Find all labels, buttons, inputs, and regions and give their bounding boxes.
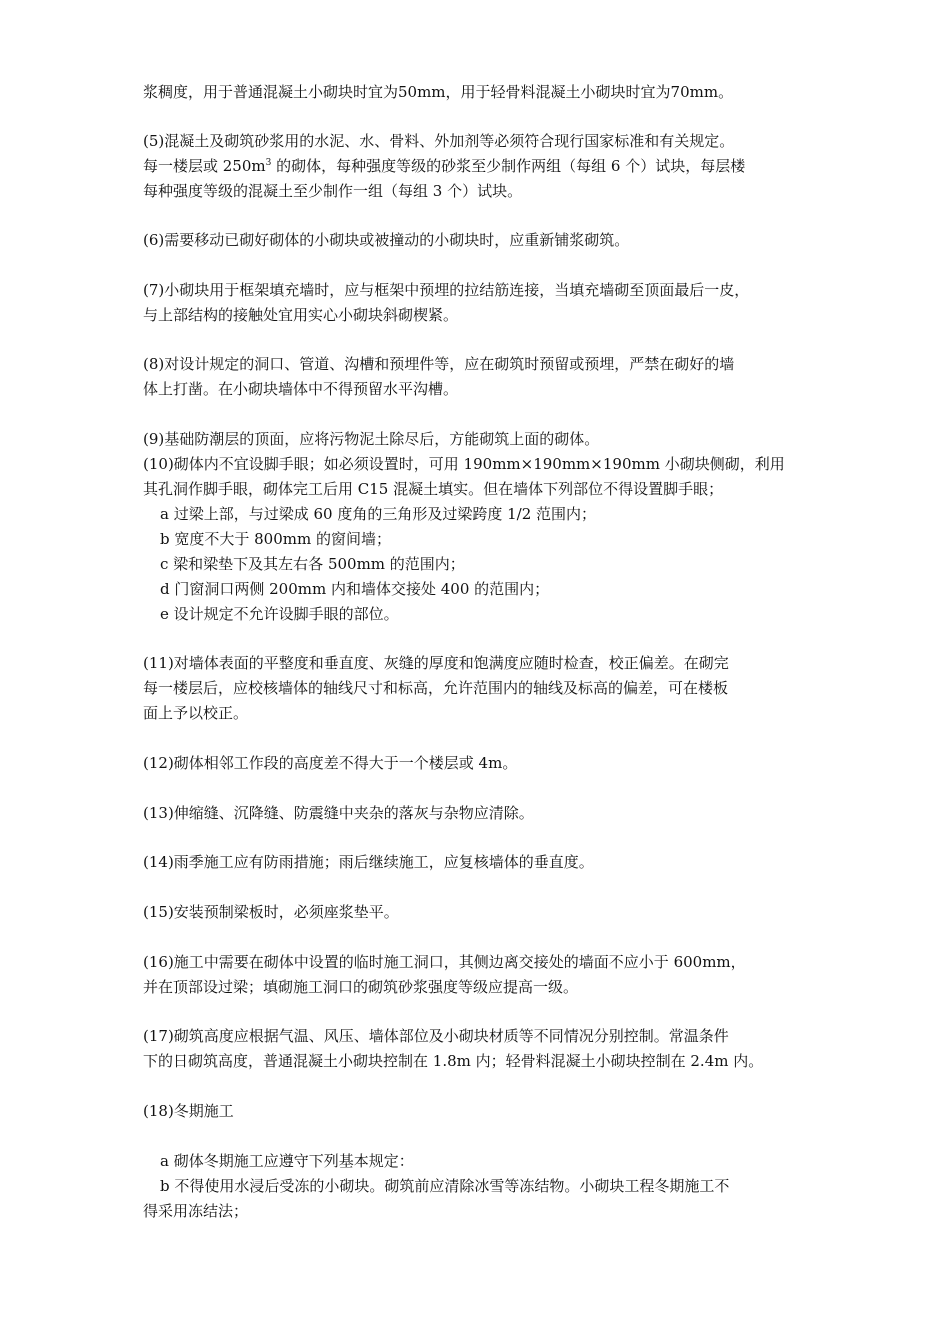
text-line: (5)混凝土及砌筑砂浆用的水泥、水、骨料、外加剂等必须符合现行国家标准和有关规定。 <box>143 132 735 150</box>
text-line: 其孔洞作脚手眼，砌体完工后用 C15 混凝土填实。但在墙体下列部位不得设置脚手眼； <box>143 480 724 498</box>
list-item: a 过梁上部，与过梁成 60 度角的三角形及过梁跨度 1/2 范围内； <box>160 505 597 523</box>
text-line: 并在顶部设过梁；填砌施工洞口的砌筑砂浆强度等级应提高一级。 <box>143 978 579 996</box>
list-item: e 设计规定不允许设脚手眼的部位。 <box>160 605 399 623</box>
section-heading: (18)冬期施工 <box>143 1102 234 1120</box>
text-line: (7)小砌块用于框架填充墙时，应与框架中预埋的拉结筋连接，当填充墙砌至顶面最后一皮， <box>143 281 750 299</box>
text-line: (11)对墙体表面的平整度和垂直度、灰缝的厚度和饱满度应随时检查，校正偏差。在砌完 <box>143 654 729 672</box>
text-line: 浆稠度，用于普通混凝土小砌块时宜为50mm，用于轻骨料混凝土小砌块时宜为70mm。 <box>143 83 734 101</box>
text-line: 体上打凿。在小砌块墙体中不得预留水平沟槽。 <box>143 380 459 398</box>
text-line: 每种强度等级的混凝土至少制作一组（每组 3 个）试块。 <box>143 182 523 200</box>
text-line: 下的日砌筑高度，普通混凝土小砌块控制在 1.8m 内；轻骨料混凝土小砌块控制在 2.4m 内。 <box>143 1052 764 1070</box>
text-line: (9)基础防潮层的顶面，应将污物泥土除尽后，方能砌筑上面的砌体。 <box>143 430 600 448</box>
list-item: b 不得使用水浸后受冻的小砌块。砌筑前应清除冰雪等冻结物。小砌块工程冬期施工不 <box>160 1177 730 1195</box>
text-line: (15)安装预制梁板时，必须座浆垫平。 <box>143 903 399 921</box>
text-line: (8)对设计规定的洞口、管道、沟槽和预埋件等，应在砌筑时预留或预埋，严禁在砌好的墙 <box>143 355 735 373</box>
text-line: (17)砌筑高度应根据气温、风压、墙体部位及小砌块材质等不同情况分别控制。常温条件 <box>143 1027 729 1045</box>
text-line: (10)砌体内不宜设脚手眼；如必须设置时，可用 190mm×190mm×190mm 小砌块侧砌，利用 <box>143 455 785 473</box>
text-line: 与上部结构的接触处宜用实心小砌块斜砌楔紧。 <box>143 306 459 324</box>
text-line: 面上予以校正。 <box>143 704 249 722</box>
text-line: 得采用冻结法； <box>143 1202 249 1220</box>
list-item: a 砌体冬期施工应遵守下列基本规定： <box>160 1152 414 1170</box>
list-item: b 宽度不大于 800mm 的窗间墙； <box>160 530 391 548</box>
text-line: (16)施工中需要在砌体中设置的临时施工洞口，其侧边离交接处的墙面不应小于 600mm， <box>143 953 746 971</box>
text-line: 每一楼层后，应校核墙体的轴线尺寸和标高，允许范围内的轴线及标高的偏差，可在楼板 <box>143 679 729 697</box>
list-item: d 门窗洞口两侧 200mm 内和墙体交接处 400 的范围内； <box>160 580 550 598</box>
text-line: (6)需要移动已砌好砌体的小砌块或被撞动的小砌块时，应重新铺浆砌筑。 <box>143 231 630 249</box>
text-line: 每一楼层或 $250m^3$ 的砌体，每种强度等级的砂浆至少制作两组（每组 6 个）试块，每层楼 <box>143 157 746 175</box>
text-line: (14)雨季施工应有防雨措施；雨后继续施工，应复核墙体的垂直度。 <box>143 853 594 871</box>
list-item: c 梁和梁垫下及其左右各 500mm 的范围内； <box>160 555 465 573</box>
text-line: (13)伸缩缝、沉降缝、防震缝中夹杂的落灰与杂物应清除。 <box>143 804 534 822</box>
text-line: (12)砌体相邻工作段的高度差不得大于一个楼层或 4m。 <box>143 754 518 772</box>
